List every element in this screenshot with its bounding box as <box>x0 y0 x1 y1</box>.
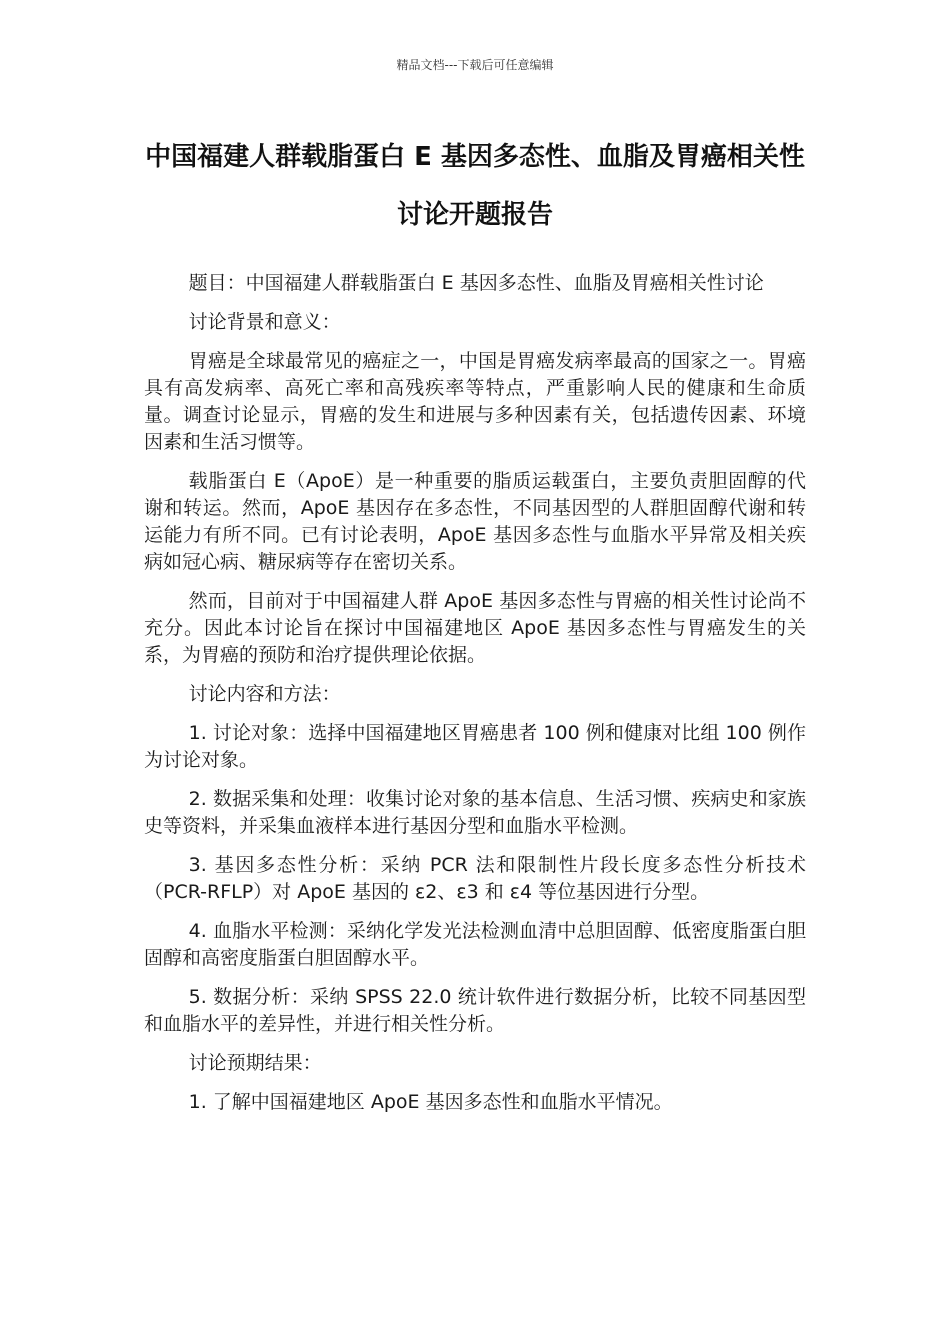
header-note: 精品文档---下载后可任意编辑 <box>396 58 554 72</box>
paragraph-gastric-cancer: 胃癌是全球最常见的癌症之一，中国是胃癌发病率最高的国家之一。胃癌具有高发病率、高死亡率和高残疾率等特点，严重影响人民的健康和生命质量。调查讨论显示，胃癌的发生和进展与多种因素有关，包括遗传因素、环境因素和生活习惯等。 <box>144 350 806 453</box>
heading-expected-results: 讨论预期结果： <box>188 1052 322 1074</box>
heading-background: 讨论背景和意义： <box>188 311 341 333</box>
paragraph-apoe: 载脂蛋白 E（ApoE）是一种重要的脂质运载蛋白，主要负责胆固醇的代谢和转运。然而，ApoE 基因存在多态性，不同基因型的人群胆固醇代谢和转运能力有所不同。已有讨论表明，ApoE 基因多态性与血脂水平异常及相关疾病如冠心病、糖尿病等存在密切关系。 <box>144 470 806 573</box>
paragraph-purpose: 然而，目前对于中国福建人群 ApoE 基因多态性与胃癌的相关性讨论尚不充分。因此本讨论旨在探讨中国福建地区 ApoE 基因多态性与胃癌发生的关系，为胃癌的预防和治疗提供理论依据。 <box>144 590 806 666</box>
method-item-5: 5. 数据分析：采纳 SPSS 22.0 统计软件进行数据分析，比较不同基因型和血脂水平的差异性，并进行相关性分析。 <box>144 986 806 1035</box>
method-item-4: 4. 血脂水平检测：采纳化学发光法检测血清中总胆固醇、低密度脂蛋白胆固醇和高密度脂蛋白胆固醇水平。 <box>144 920 806 969</box>
method-item-1: 1. 讨论对象：选择中国福建地区胃癌患者 100 例和健康对比组 100 例作为讨论对象。 <box>144 722 806 771</box>
heading-methods: 讨论内容和方法： <box>188 683 341 705</box>
result-item-1: 1. 了解中国福建地区 ApoE 基因多态性和血脂水平情况。 <box>188 1091 673 1113</box>
method-item-2: 2. 数据采集和处理：收集讨论对象的基本信息、生活习惯、疾病史和家族史等资料，并采集血液样本进行基因分型和血脂水平检测。 <box>144 788 806 837</box>
document-title: 中国福建人群载脂蛋白 E 基因多态性、血脂及胃癌相关性讨论开题报告 <box>145 142 805 230</box>
paragraph-topic: 题目：中国福建人群载脂蛋白 E 基因多态性、血脂及胃癌相关性讨论 <box>188 272 764 294</box>
document-body <box>144 270 806 1128</box>
method-item-3: 3. 基因多态性分析：采纳 PCR 法和限制性片段长度多态性分析技术（PCR-RFLP）对 ApoE 基因的 ε2、ε3 和 ε4 等位基因进行分型。 <box>144 854 806 903</box>
